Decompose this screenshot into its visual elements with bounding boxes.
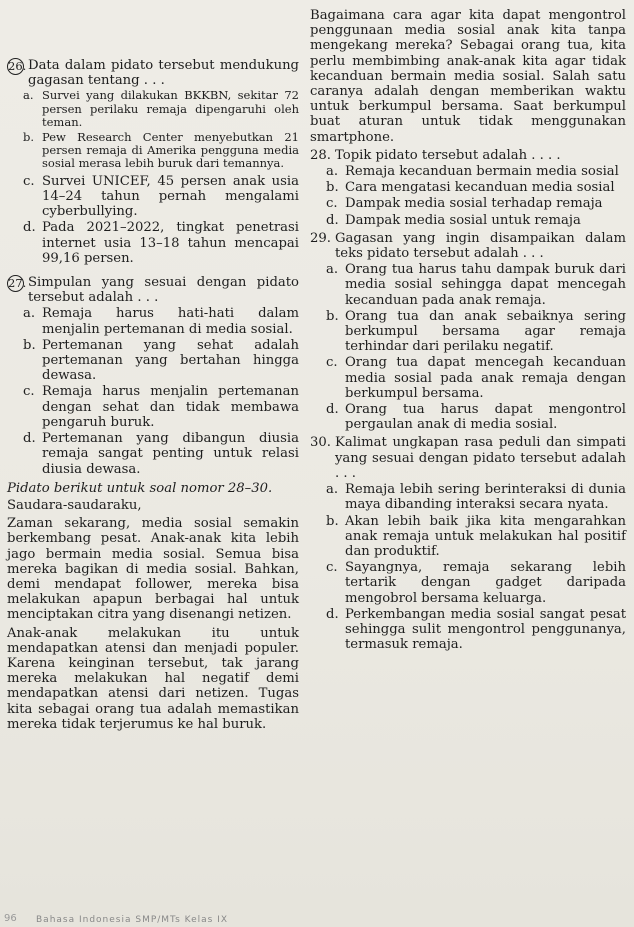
option-d: d. Pertemanan yang dibangun diusia remaja sangat penting untuk relasi diusia dewasa. xyxy=(23,431,299,477)
speech-paragraph-2: Anak-anak melakukan itu untuk mendapatkan atensi dan menjadi populer. Karena keinginan tersebut, tak jarang mereka melakukan hal negatif demi mendapatkan atensi dari netizen. Tugas kita sebagai orang tua adalah memastikan mereka tidak terjerumus ke hal buruk. xyxy=(7,625,299,732)
question-27 xyxy=(7,275,299,305)
page-number: 96 xyxy=(4,913,17,924)
question-stem: Gagasan yang ingin disampaikan dalam teks pidato tersebut adalah . . . xyxy=(334,230,626,262)
option-d: d. Perkembangan media sosial sangat pesat sehingga sulit mengontrol penggunanya, termasuk remaja. xyxy=(326,606,626,653)
question-stem: Data dalam pidato tersebut mendukung gagasan tentang . . . xyxy=(28,58,299,89)
option-d: d. Pada 2021–2022, tingkat penetrasi internet usia 13–18 tahun mencapai 99,16 persen. xyxy=(23,220,299,266)
options-29 xyxy=(310,262,626,432)
option-a: a. Remaja kecanduan bermain media sosial xyxy=(326,164,619,180)
option-c: c. Orang tua dapat mencegah kecanduan media sosial pada anak remaja dengan berkumpul bersama. xyxy=(326,355,626,401)
speech-paragraph-3: Bagaimana cara agar kita dapat mengontrol penggunaan media sosial anak kita tanpa mengekang mereka? Sebagai orang tua, kita perlu membimbing anak-anak kita agar tidak kecanduan bermain media sosial. Salah satu caranya adalah dengan memberikan waktu untuk berkumpul bersama. Saat berkumpul buat aturan untuk tidak menggunakan smartphone. xyxy=(310,8,626,145)
question-stem: Kalimat ungkapan rasa peduli dan simpati yang sesuai dengan pidato tersebut adalah . . . xyxy=(334,435,626,481)
instruction: Pidato berikut untuk soal nomor 28–30. xyxy=(7,480,273,496)
option-b: b. Akan lebih baik jika kita mengarahkan anak remaja untuk melakukan hal positif dan produktif. xyxy=(326,513,626,559)
option-b: b. Cara mengatasi kecanduan media sosial xyxy=(326,180,615,196)
question-number: 27. xyxy=(8,276,27,291)
question-number: 28. xyxy=(310,147,331,163)
greeting: Saudara-saudaraku, xyxy=(7,497,142,513)
speech-paragraph-1: Zaman sekarang, media sosial semakin berkembang pesat. Anak-anak kita lebih jago bermain media sosial. Semua bisa mereka bagikan di media sosial. Bahkan, demi mendapat follower, mereka bisa melakukan apapun berbagai hal untuk menciptakan citra yang disenangi netizen. xyxy=(7,516,299,623)
option-d: d. Orang tua harus dapat mengontrol pergaulan anak di media sosial. xyxy=(326,402,626,433)
right-column xyxy=(310,8,626,655)
option-a: a. Remaja lebih sering berinteraksi di dunia maya dibanding interaksi secara nyata. xyxy=(326,482,626,513)
question-number: 29. xyxy=(310,230,331,246)
option-a: a. Survei yang dilakukan BKKBN, sekitar 72 persen perilaku remaja dipengaruhi oleh teman. xyxy=(23,88,299,130)
options-30 xyxy=(310,482,626,652)
option-c: c. Remaja harus menjalin pertemanan dengan sehat dan tidak membawa pengaruh buruk. xyxy=(23,384,299,430)
option-b: b. Pertemanan yang sehat adalah pertemanan yang bertahan hingga dewasa. xyxy=(23,337,299,384)
question-stem: Simpulan yang sesuai dengan pidato tersebut adalah . . . xyxy=(28,275,299,306)
question-stem: Topik pidato tersebut adalah . . . . xyxy=(334,147,561,163)
option-c: c. Survei UNICEF, 45 persen anak usia 14–24 tahun pernah mengalami cyberbullying. xyxy=(23,173,299,220)
left-column xyxy=(7,58,299,735)
question-30 xyxy=(310,435,626,481)
question-number: 30. xyxy=(310,435,331,451)
option-c: c. Sayangnya, remaja sekarang lebih tertarik dengan gadget daripada mengobrol bersama keluarga. xyxy=(326,560,626,606)
question-28 xyxy=(310,148,626,163)
question-number: 26. xyxy=(8,59,27,73)
options-26 xyxy=(7,89,299,170)
option-b: b. Pew Research Center menyebutkan 21 persen remaja di Amerika pengguna media sosial merasa lebih buruk dari temannya. xyxy=(23,129,299,171)
options-28 xyxy=(310,164,626,228)
question-26 xyxy=(7,58,299,88)
option-a: a. Orang tua harus tahu dampak buruk dari media sosial sehingga dapat mencegah kecanduan pada anak remaja. xyxy=(326,262,626,308)
question-29 xyxy=(310,231,626,261)
options-26-cont xyxy=(7,174,299,266)
option-c: c. Dampak media sosial terhadap remaja xyxy=(326,196,603,212)
options-27 xyxy=(7,306,299,476)
option-d: d. Dampak media sosial untuk remaja xyxy=(326,212,581,228)
option-a: a. Remaja harus hati-hati dalam menjalin pertemanan di media sosial. xyxy=(23,306,299,337)
option-b: b. Orang tua dan anak sebaiknya sering berkumpul bersama agar remaja terhindar dari perilaku negatif. xyxy=(326,308,626,355)
running-footer: Bahasa Indonesia SMP/MTs Kelas IX xyxy=(36,915,228,925)
